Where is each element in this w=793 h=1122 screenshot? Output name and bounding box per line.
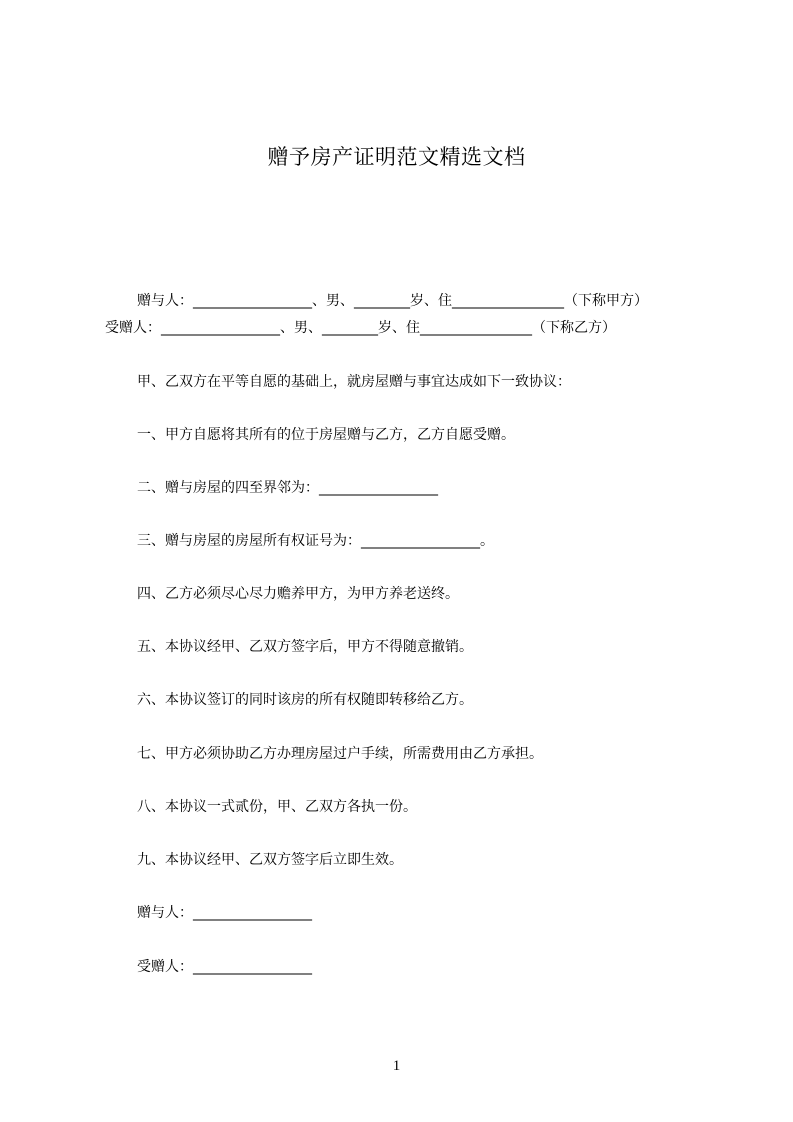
donor-signature-line: 赠与人：_________________ [137, 905, 312, 921]
clause-6: 六、本协议签订的同时该房的所有权随即转移给乙方。 [137, 692, 473, 708]
clause-1: 一、甲方自愿将其所有的位于房屋赠与乙方，乙方自愿受赠。 [137, 427, 515, 443]
donee-signature-line: 受赠人：_________________ [137, 959, 312, 975]
page-number: 1 [392, 1058, 401, 1074]
document-title: 赠予房产证明范文精选文档 [267, 145, 526, 169]
intro-paragraph: 甲、乙双方在平等自愿的基础上，就房屋赠与事宜达成如下一致协议： [137, 374, 571, 390]
clause-3: 三、赠与房屋的房屋所有权证号为：_________________。 [137, 533, 494, 549]
clause-7: 七、甲方必须协助乙方办理房屋过户手续，所需费用由乙方承担。 [137, 746, 543, 762]
clause-2: 二、赠与房屋的四至界邻为：_________________ [137, 480, 438, 496]
clause-5: 五、本协议经甲、乙双方签字后，甲方不得随意撤销。 [137, 639, 473, 655]
donor-info-line: 赠与人：_________________、男、________岁、住________________（下称甲方） [137, 293, 648, 309]
clause-9: 九、本协议经甲、乙双方签字后立即生效。 [137, 852, 403, 868]
donee-info-line: 受赠人：_________________、男、________岁、住________________（下称乙方） [105, 320, 616, 336]
clause-8: 八、本协议一式贰份，甲、乙双方各执一份。 [137, 799, 417, 815]
clause-4: 四、乙方必须尽心尽力赡养甲方，为甲方养老送终。 [137, 586, 459, 602]
